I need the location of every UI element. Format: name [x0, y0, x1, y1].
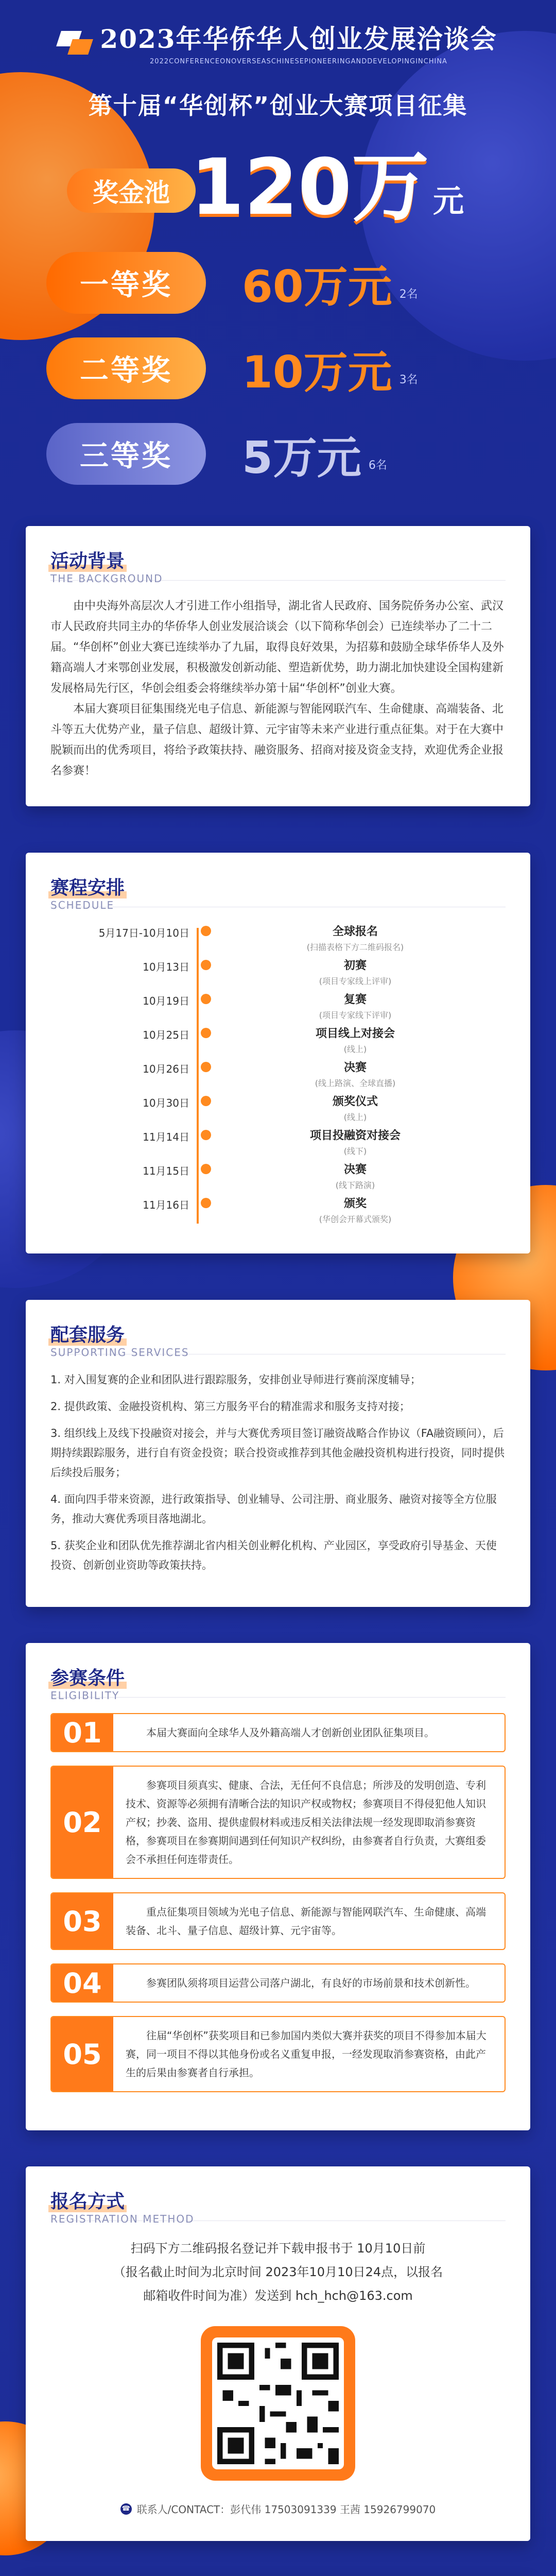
eligibility-item	[50, 1892, 506, 1950]
background-paragraph: 由中央海外高层次人才引进工作小组指导，湖北省人民政府、国务院侨务办公室、武汉市人民政府共同主办的华侨华人创业发展洽谈会（以下简称华创会）已连续举办了二十二届。“华创杯”创业大赛已连续举办了九届，取得良好效果，为招募和鼓励全球华侨华人及外籍高端人才来鄂创业发展，积极激发创新动能、塑造新优势，助力湖北加快建设全国构建新发展格局先行区，华创会组委会将继续举办第十届“华创杯”创业大赛。	[50, 600, 504, 695]
timeline-dot	[201, 1096, 211, 1106]
schedule-date: 11月16日	[143, 1199, 189, 1211]
schedule-detail: (项目专家线上评审)	[319, 976, 392, 986]
schedule-date: 10月26日	[143, 1063, 189, 1075]
schedule-detail: (线上)	[343, 1044, 367, 1054]
registration-email-line[interactable]: 邮箱收件时间为准）发送到 hch_hch@163.com	[143, 2289, 413, 2303]
timeline-dot	[201, 1198, 211, 1208]
section-header	[50, 1664, 506, 1713]
prize-amount: 5万元	[242, 432, 361, 484]
brand-title: 2023年华侨华人创业发展洽谈会	[100, 24, 497, 54]
schedule-detail: (线下路演)	[335, 1180, 375, 1190]
services-card	[26, 1300, 530, 1607]
brand-subtitle: 2022CONFERENCEONOVERSEASCHINESEPIONEERINGANDDEVELOPINGINCHINA	[150, 58, 447, 65]
section-header	[50, 547, 506, 596]
schedule-item	[71, 991, 506, 1025]
timeline-dot	[201, 1028, 211, 1038]
schedule-item	[71, 1161, 506, 1195]
schedule-event: 项目线上对接会	[315, 1027, 395, 1040]
prize-pool-value	[190, 139, 464, 232]
schedule-item	[71, 1195, 506, 1229]
prize-name: 二等奖	[46, 337, 206, 399]
prize-count: 2名	[399, 288, 418, 301]
schedule-date: 11月15日	[143, 1165, 189, 1177]
schedule-event: 颁奖仪式	[332, 1095, 378, 1108]
eligibility-number: 05	[51, 2017, 113, 2091]
schedule-item	[71, 1025, 506, 1059]
prize-pool-amount: 120万	[190, 143, 429, 232]
eligibility-item	[50, 1766, 506, 1879]
schedule-detail: (线上)	[343, 1112, 367, 1122]
section-title: 配套服务	[50, 1320, 125, 1347]
prize-count: 3名	[399, 374, 418, 386]
prize-second	[46, 337, 510, 399]
service-item: 4. 面向四手带来资源，进行政策指导、创业辅导、公司注册、商业服务、融资对接等全方位服务，推动大赛优秀项目落地湖北。	[50, 1493, 497, 1525]
eligibility-text: 参赛项目须真实、健康、合法，无任何不良信息；所涉及的发明创造、专利技术、资源等必须拥有清晰合法的知识产权或物权；参赛项目不得侵犯他人知识产权；抄袭、盗用、提供虚假材料或违反相关法律法规一经发现即取消参赛资格，参赛项目在参赛期间遇到任何知识产权纠纷，由参赛者自行负责，大赛组委会不承担任何连带责任。	[126, 1779, 486, 1866]
brand-row	[21, 19, 535, 65]
registration-contact	[50, 2501, 506, 2516]
prize-pool-label: 奖金池	[67, 168, 196, 213]
qr-code-icon	[212, 2337, 344, 2469]
schedule-event: 项目投融资对接会	[309, 1129, 401, 1142]
contest-title: 第十届“华创杯”创业大赛项目征集	[88, 92, 468, 120]
schedule-date: 10月19日	[143, 995, 189, 1007]
schedule-event: 决赛	[343, 1061, 367, 1074]
eligibility-number: 03	[51, 1893, 113, 1949]
schedule-detail: (项目专家线下评审)	[319, 1010, 392, 1020]
schedule-item	[71, 1093, 506, 1127]
section-header	[50, 873, 506, 923]
poster-header	[0, 0, 556, 121]
prize-first	[46, 252, 510, 314]
schedule-event: 颁奖	[343, 1197, 367, 1210]
eligibility-number: 04	[51, 1964, 113, 2002]
timeline-dot	[201, 926, 211, 936]
schedule-event: 复赛	[343, 993, 367, 1006]
prize-name: 一等奖	[46, 252, 206, 314]
section-title: 报名方式	[50, 2187, 125, 2213]
prize-amount: 60万元	[242, 261, 392, 313]
timeline-dot	[201, 994, 211, 1004]
eligibility-item	[50, 2016, 506, 2092]
prize-name: 三等奖	[46, 423, 206, 485]
timeline-dot	[201, 1062, 211, 1072]
eligibility-item	[50, 1713, 506, 1752]
schedule-date: 10月25日	[143, 1029, 189, 1041]
schedule-item	[71, 923, 506, 957]
services-list	[50, 1370, 506, 1575]
section-header	[50, 2187, 506, 2236]
registration-card	[26, 2166, 530, 2541]
schedule-date: 5月17日-10月10日	[98, 927, 189, 939]
section-title: 赛程安排	[50, 873, 125, 900]
prize-list	[46, 252, 510, 485]
section-subtitle: SCHEDULE	[50, 899, 115, 911]
registration-instruction: 扫码下方二维码报名登记并下载申报书于 10月10日前	[130, 2241, 426, 2256]
section-title: 参赛条件	[50, 1664, 125, 1690]
schedule-event: 全球报名	[332, 925, 378, 938]
timeline-dot	[201, 1130, 211, 1140]
eligibility-item	[50, 1963, 506, 2003]
prize-amount: 10万元	[242, 347, 392, 398]
eligibility-text: 本届大赛面向全球华人及外籍高端人才创新创业团队征集项目。	[146, 1726, 435, 1739]
schedule-card	[26, 853, 530, 1253]
prize-pool	[67, 139, 489, 232]
eligibility-number: 01	[51, 1714, 113, 1751]
section-subtitle: THE BACKGROUND	[50, 572, 163, 585]
service-item: 5. 获奖企业和团队优先推荐湖北省内相关创业孵化机构、产业园区，享受政府引导基金、天使投资、创新创业资助等政策扶持。	[50, 1539, 497, 1571]
schedule-item	[71, 1127, 506, 1161]
eligibility-text: 往届“华创杯”获奖项目和已参加国内类似大赛并获奖的项目不得参加本届大赛，同一项目不得以其他身份或名义重复申报，一经发现取消参赛资格，由此产生的后果由参赛者自行承担。	[126, 2029, 486, 2079]
registration-instruction: （报名截止时间为北京时间 2023年10月10日24点，以报名	[113, 2265, 443, 2279]
schedule-event: 决赛	[343, 1163, 367, 1176]
timeline-dot	[201, 960, 211, 970]
section-subtitle: SUPPORTING SERVICES	[50, 1346, 189, 1359]
eligibility-number: 02	[51, 1767, 113, 1878]
service-item: 2. 提供政策、金融投资机构、第三方服务平台的精准需求和服务支持对接；	[50, 1400, 410, 1413]
schedule-date: 10月30日	[143, 1097, 189, 1109]
background-card	[26, 526, 530, 806]
schedule-date: 10月13日	[143, 961, 189, 973]
section-subtitle: ELIGIBILITY	[50, 1689, 120, 1702]
prize-count: 6名	[368, 459, 387, 472]
schedule-detail: (扫描表格下方二维码报名)	[306, 942, 404, 952]
schedule-item	[71, 957, 506, 991]
schedule-event: 初赛	[343, 959, 367, 972]
schedule-date: 11月14日	[143, 1131, 189, 1143]
contact-text: 联系人/CONTACT：彭代伟 17503091339 王茜 15926799070	[136, 2503, 436, 2516]
section-title: 活动背景	[50, 547, 125, 573]
schedule-detail: (线上路演、全球直播)	[315, 1078, 396, 1088]
registration-qr-code[interactable]	[201, 2326, 355, 2481]
schedule-detail: (华创会开幕式颁奖)	[319, 1214, 392, 1224]
background-paragraph: 本届大赛项目征集围绕光电子信息、新能源与智能网联汽车、生命健康、高端装备、北斗等五大优势产业，量子信息、超级计算、元宇宙等未来产业进行重点征集。对于在大赛中脱颖而出的优秀项目，将给予政策扶持、融资服务、招商对接及资金支持，欢迎优秀企业报名参赛！	[50, 703, 504, 777]
schedule-detail: (线下)	[343, 1146, 367, 1156]
prize-pool-unit: 元	[433, 183, 464, 219]
eligibility-card	[26, 1643, 530, 2130]
section-header	[50, 1320, 506, 1370]
service-item: 3. 组织线上及线下投融资对接会，并与大赛优秀项目签订融资战略合作协议（FA融资顾问），后期持续跟踪服务，进行自有资金投资；联合投资或推荐到其他金融投资机构进行投资，同时提供后续投后服务；	[50, 1427, 505, 1479]
eligibility-text: 重点征集项目领域为光电子信息、新能源与智能网联汽车、生命健康、高端装备、北斗、量子信息、超级计算、元宇宙等。	[126, 1906, 486, 1937]
schedule-item	[71, 1059, 506, 1093]
conference-logo-icon	[59, 28, 92, 57]
prize-third	[46, 423, 510, 485]
service-item: 1. 对入围复赛的企业和团队进行跟踪服务，安排创业导师进行赛前深度辅导；	[50, 1374, 421, 1386]
section-subtitle: REGISTRATION METHOD	[50, 2213, 195, 2225]
timeline-dot	[201, 1164, 211, 1174]
timeline-line	[197, 928, 199, 1224]
phone-icon: ☎	[120, 2503, 132, 2515]
schedule-timeline	[50, 923, 506, 1229]
eligibility-text: 参赛团队须将项目运营公司落户湖北，有良好的市场前景和技术创新性。	[146, 1977, 476, 1989]
